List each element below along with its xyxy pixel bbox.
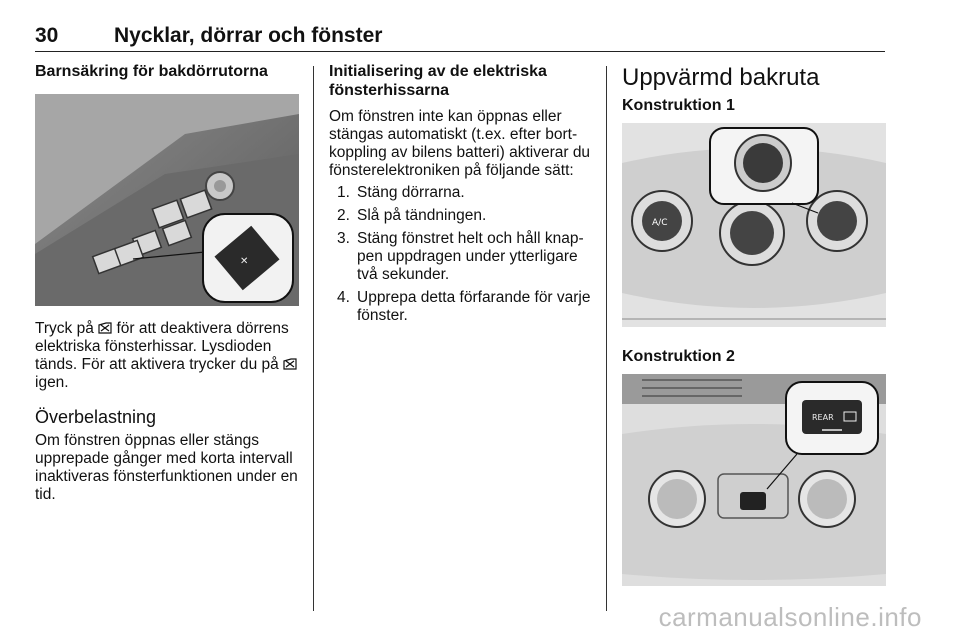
section-heading-overload: Överbelastning bbox=[35, 407, 157, 427]
child-lock-paragraph bbox=[35, 320, 299, 392]
watermark: carmanualsonline.info bbox=[658, 602, 922, 632]
step-item bbox=[329, 184, 593, 202]
door-panel-figure bbox=[35, 94, 299, 306]
page-header bbox=[35, 22, 885, 52]
section-heading-child-lock: Barnsäkring för bakdörrutorna bbox=[35, 63, 268, 80]
column-initialisation bbox=[329, 62, 593, 330]
column-child-lock bbox=[35, 62, 299, 504]
step-text: Upprepa detta förfarande för varje fönster. bbox=[357, 289, 591, 324]
child-lock-text-a: Tryck på bbox=[35, 320, 94, 337]
step-text: Stäng fönstret helt och håll knap-pen uppdragen under ytterligare två sekunder. bbox=[357, 230, 584, 283]
step-number: 1. bbox=[337, 184, 350, 201]
child-lock-window-icon bbox=[283, 358, 297, 370]
section-heading-heated-rear: Uppvärmd bakruta bbox=[622, 64, 820, 91]
step-text: Stäng dörrarna. bbox=[357, 184, 465, 201]
child-lock-window-icon bbox=[98, 322, 112, 334]
step-number: 4. bbox=[337, 289, 350, 306]
page-title: Nycklar, dörrar och fönster bbox=[114, 24, 383, 47]
section-heading-initialisation: Initialisering av de elektriska fönsterhissarna bbox=[329, 63, 547, 99]
step-number: 3. bbox=[337, 230, 350, 247]
page-number: 30 bbox=[35, 24, 59, 47]
svg-text:✕: ✕ bbox=[240, 256, 249, 267]
column-divider-2 bbox=[606, 66, 607, 611]
initialisation-steps bbox=[329, 184, 593, 325]
child-lock-text-c: igen. bbox=[35, 374, 69, 391]
step-number: 2. bbox=[337, 207, 350, 224]
step-item bbox=[329, 207, 593, 225]
initialisation-intro: Om fönstren inte kan öppnas eller stängas automatiskt (t.ex. efter bort-koppling av bilens batteri) aktiverar du fönsterelektroniken på följande sätt: bbox=[329, 108, 591, 179]
overload-paragraph: Om fönstren öppnas eller stängs upprepade gånger med korta intervall inaktiveras fönsterfunktionen under en tid. bbox=[35, 432, 298, 503]
step-item bbox=[329, 230, 593, 284]
step-text: Slå på tändningen. bbox=[357, 207, 487, 224]
climate-panel-figure-1 bbox=[622, 123, 886, 327]
column-heated-rear-window bbox=[622, 62, 886, 586]
subheading-construction-1: Konstruktion 1 bbox=[622, 97, 735, 114]
subheading-construction-2: Konstruktion 2 bbox=[622, 348, 735, 365]
ac-label: A/C bbox=[652, 218, 668, 228]
column-divider-1 bbox=[313, 66, 314, 611]
rear-label: REAR bbox=[812, 413, 834, 422]
step-item bbox=[329, 289, 593, 325]
climate-panel-figure-2 bbox=[622, 374, 886, 586]
child-lock-text-b: för att deaktivera dörrens elektriska fönsterhissar. Lysdioden tänds. För att aktivera trycker du på bbox=[35, 320, 289, 373]
